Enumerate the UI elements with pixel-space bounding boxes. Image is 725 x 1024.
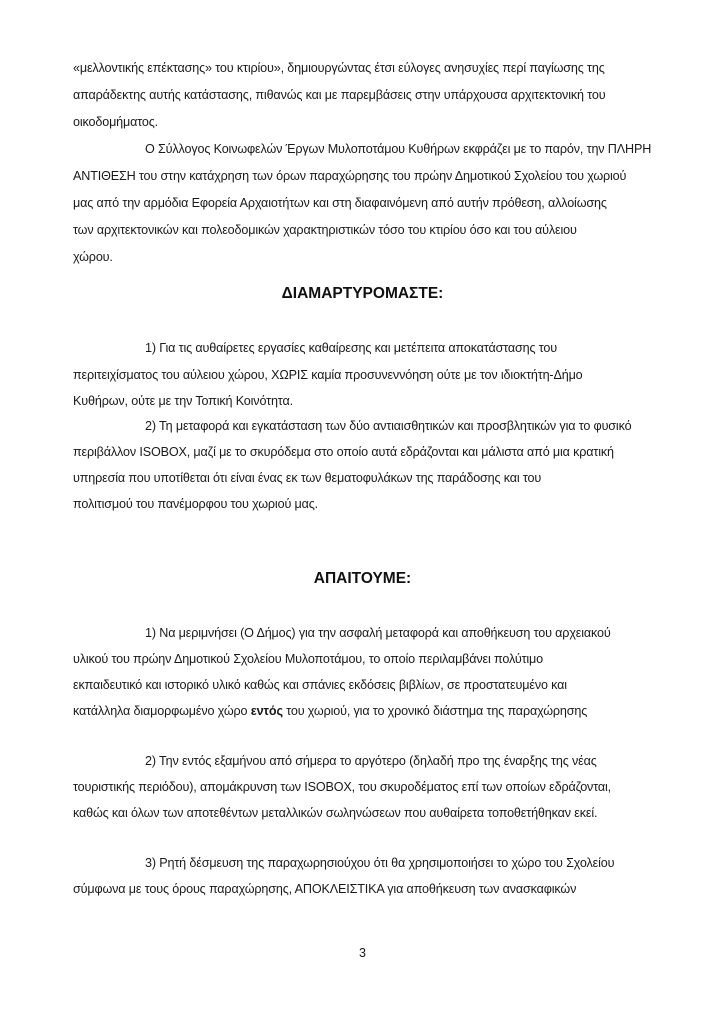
demand-item-1-line-4 (73, 703, 587, 719)
demand-item-3-line-1: 3) Ρητή δέσμευση της παραχωρησιούχου ότι θα χρησιμοποιήσει το χώρο του Σχολείου (145, 856, 615, 870)
protest-item-2-line-1: 2) Τη μεταφορά και εγκατάσταση των δύο αντιαισθητικών και προσβλητικών για το φυσικό (145, 419, 632, 433)
demand-item-1-text-after: του χωριού, για το χρονικό διάστημα της παραχώρησης (282, 704, 588, 718)
statement-line-2: ΑΝΤΙΘΕΣΗ του στην κατάχρηση των όρων παραχώρησης του πρώην Δημοτικού Σχολείου του χωριού (73, 169, 627, 183)
demand-heading: ΑΠΑΙΤΟΥΜΕ: (313, 570, 412, 587)
demand-item-2-line-1: 2) Την εντός εξαμήνου από σήμερα το αργότερο (δηλαδή προ της έναρξης της νέας (145, 754, 597, 768)
protest-item-2-line-2: περιβάλλον ISOBOX, μαζί με το σκυρόδεμα στο οποίο αυτά εδράζονται και μάλιστα από μια κρατική (73, 445, 614, 459)
intro-line-3: οικοδομήματος. (73, 115, 159, 129)
demand-item-1-line-3: εκπαιδευτικό και ιστορικό υλικό καθώς και σπάνιες εκδόσεις βιβλίων, σε προστατευμένο και (73, 678, 567, 692)
protest-item-1-line-2: περιτειχίσματος του αύλειου χώρου, ΧΩΡΙΣ καμία προσυνεννόηση ούτε με τον ιδιοκτήτη-Δήμο (73, 368, 583, 382)
protest-item-2-line-3: υπηρεσία που υποτίθεται ότι είναι ένας εκ των θεματοφυλάκων της παράδοσης και του (73, 471, 542, 485)
demand-item-1-line-1: 1) Να μεριμνήσει (Ο Δήμος) για την ασφαλή μεταφορά και αποθήκευση του αρχειακού (145, 626, 611, 640)
protest-heading: ΔΙΑΜΑΡΤΥΡΟΜΑΣΤΕ: (281, 285, 444, 302)
statement-line-5: χώρου. (73, 250, 113, 264)
intro-line-2: απαράδεκτης αυτής κατάστασης, πιθανώς και με παρεμβάσεις στην υπάρχουσα αρχιτεκτονική του (73, 88, 606, 102)
protest-item-1-line-1: 1) Για τις αυθαίρετες εργασίες καθαίρεσης και μετέπειτα αποκατάστασης του (145, 341, 558, 355)
statement-line-4: των αρχιτεκτονικών και πολεοδομικών χαρακτηριστικών τόσο του κτιρίου όσο και του αύλειου (73, 223, 577, 237)
protest-item-2-line-4: πολιτισμού του πανέμορφου του χωριού μας. (73, 497, 319, 511)
demand-item-3-line-2: σύμφωνα με τους όρους παραχώρησης, ΑΠΟΚΛΕΙΣΤΙΚΑ για αποθήκευση των ανασκαφικών (73, 882, 577, 896)
demand-item-1-bold-word: εντός (250, 704, 283, 718)
demand-item-2-line-3: καθώς και όλων των αποτεθέντων μεταλλικών σωληνώσεων που αυθαίρετα τοποθετήθηκαν εκεί. (73, 806, 598, 820)
page-number: 3 (358, 946, 366, 960)
demand-item-1-line-2: υλικού του πρώην Δημοτικού Σχολείου Μυλοποτάμου, το οποίο περιλαμβάνει πολύτιμο (73, 652, 544, 666)
demand-item-1-text-before: κατάλληλα διαμορφωμένο χώρο (73, 704, 251, 718)
demand-item-2-line-2: τουριστικής περιόδου), απομάκρυνση των ISOBOX, του σκυροδέματος επί των οποίων εδράζονται, (73, 780, 611, 794)
intro-line-1: «μελλοντικής επέκτασης» του κτιρίου», δημιουργώντας έτσι εύλογες ανησυχίες περί παγίωσης της (73, 61, 605, 75)
statement-line-1: Ο Σύλλογος Κοινωφελών Έργων Μυλοποτάμου Κυθήρων εκφράζει με το παρόν, την ΠΛΗΡΗ (145, 142, 652, 156)
statement-line-3: μας από την αρμόδια Εφορεία Αρχαιοτήτων και στη διαφαινόμενη από αυτήν πρόθεση, αλλοίωσης (73, 196, 607, 210)
protest-item-1-line-3: Κυθήρων, ούτε με την Τοπική Κοινότητα. (73, 394, 293, 408)
